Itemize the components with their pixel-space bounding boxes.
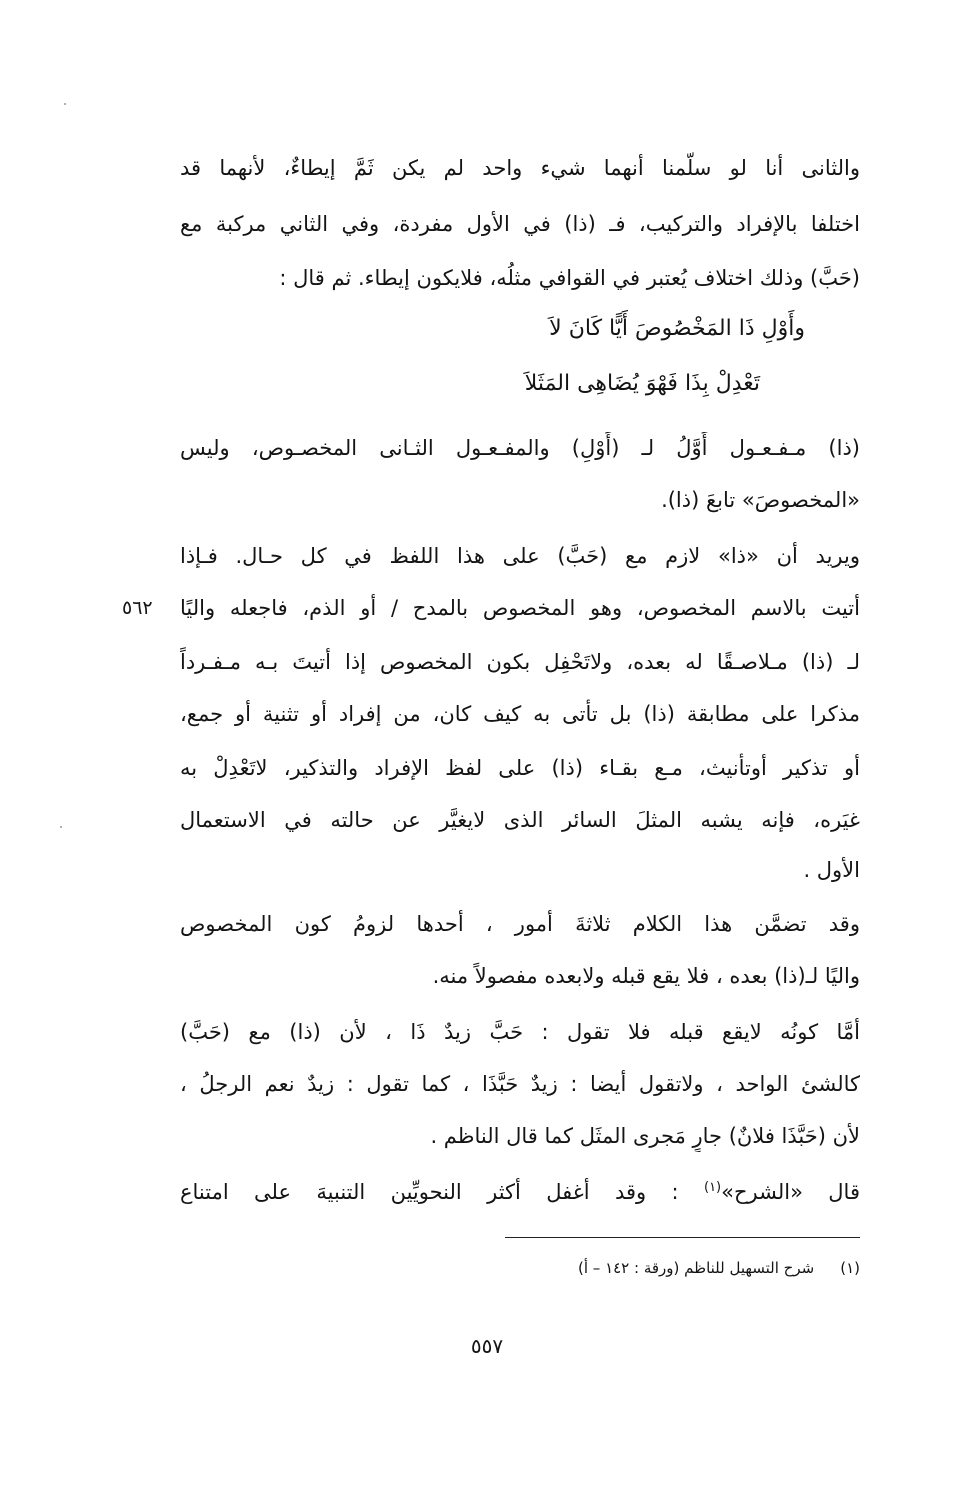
footnote xyxy=(578,1257,860,1279)
para5-rest: : وقد أغفل أكثر النحويِّين التنبيهَ على امتناع xyxy=(180,1180,704,1204)
para4-line-1: أمَّا كونُه لايقع قبله فلا تقول : حَبَّ زيدٌ ذَا ، لأن (ذا) مع (حَبَّ) xyxy=(180,1020,860,1044)
para2-line-1: ويريد أن «ذا» لازم مع (حَبَّ) على هذا اللفظ في كل حـال. فـإذا xyxy=(180,544,860,568)
para4-line-2: كالشئ الواحد ، ولاتقول أيضا : زيدٌ حَبَّذَا ، كما تقول : زيدٌ نعم الرجلُ ، xyxy=(180,1072,860,1096)
body-line-1: والثانى أنا لو سلَّمنا أنهما شيء واحد لم يكن ثَمَّ إيطاءٌ، لأنهما قد xyxy=(180,156,860,180)
footnote-text: شرح التسهيل للناظم (ورقة : ١٤٢ – أ) xyxy=(578,1259,815,1277)
para2-line-7: الأول . xyxy=(803,858,860,882)
scan-speck xyxy=(64,103,66,105)
body-line-2: اختلفا بالإفراد والتركيب، فـ (ذا) في الأول مفردة، وفي الثاني مركبة مع xyxy=(180,212,860,236)
footnote-reference: (١) xyxy=(703,1180,722,1195)
explanation-line-2: «المخصوصَ» تابعَ (ذا). xyxy=(661,488,860,512)
footnote-number: (١) xyxy=(840,1259,860,1277)
para5-lead: قال «الشرح» xyxy=(721,1180,860,1204)
body-line-3: (حَبَّ) وذلك اختلاف يُعتبر في القوافي مثلُه، فلايكون إيطاء. ثم قال : xyxy=(279,266,860,290)
para3-line-1: وقد تضمَّن هذا الكلام ثلاثةَ أمور ، أحدها لزومُ كون المخصوص xyxy=(180,912,860,936)
page-number: ٥٥٧ xyxy=(470,1334,504,1358)
explanation-line-1: (ذا) مـفـعـول أَوَّلُ لـ (أَوْلِ) والمفـعـول الثـانى المخصـوص، وليس xyxy=(180,436,860,460)
para2-line-5: أو تذكير أوتأنيث، مـع بقـاء (ذا) على لفظ الإفراد والتذكير، لاتَعْدِلْ به xyxy=(180,756,860,780)
para2-line-3: لـ (ذا) مـلاصـقًا له بعده، ولاتَحْفِل بكون المخصوص إذا أتيتَ بـه مـفـرداً xyxy=(180,650,860,674)
para2-line-6: غيَره، فإنه يشبه المثلَ السائر الذى لايغيَّر عن حالته في الاستعمال xyxy=(180,808,860,832)
para2-line-2: أتيت بالاسم المخصوص، وهو المخصوص بالمدح / أو الذم، فاجعله واليًا xyxy=(180,596,860,620)
para5-line-1 xyxy=(180,1172,860,1208)
para2-line-4: مذكرا على مطابقة (ذا) بل تأتى به كيف كان، من إفراد أو تثنية أو جمع، xyxy=(180,702,860,726)
verse-first-hemistich: وأَوْلِ ذَا المَخْصُوصَ أَيًّا كَانَ لاَ xyxy=(549,316,805,341)
para3-line-2: واليًا لـ(ذا) بعده ، فلا يقع قبله ولابعده مفصولاً منه. xyxy=(432,964,860,988)
footnote-divider xyxy=(505,1237,860,1238)
verse-second-hemistich: تَعْدِلْ بِذَا فَهْوَ يُضَاهِى المَثَلاَ xyxy=(524,371,760,396)
manuscript-folio-note: ٥٦٢ xyxy=(122,597,153,619)
scan-speck xyxy=(60,826,62,828)
para4-line-3: لأن (حَبَّذَا فلانٌ) جارٍ مَجرى المثَل كما قال الناظم . xyxy=(430,1124,860,1148)
